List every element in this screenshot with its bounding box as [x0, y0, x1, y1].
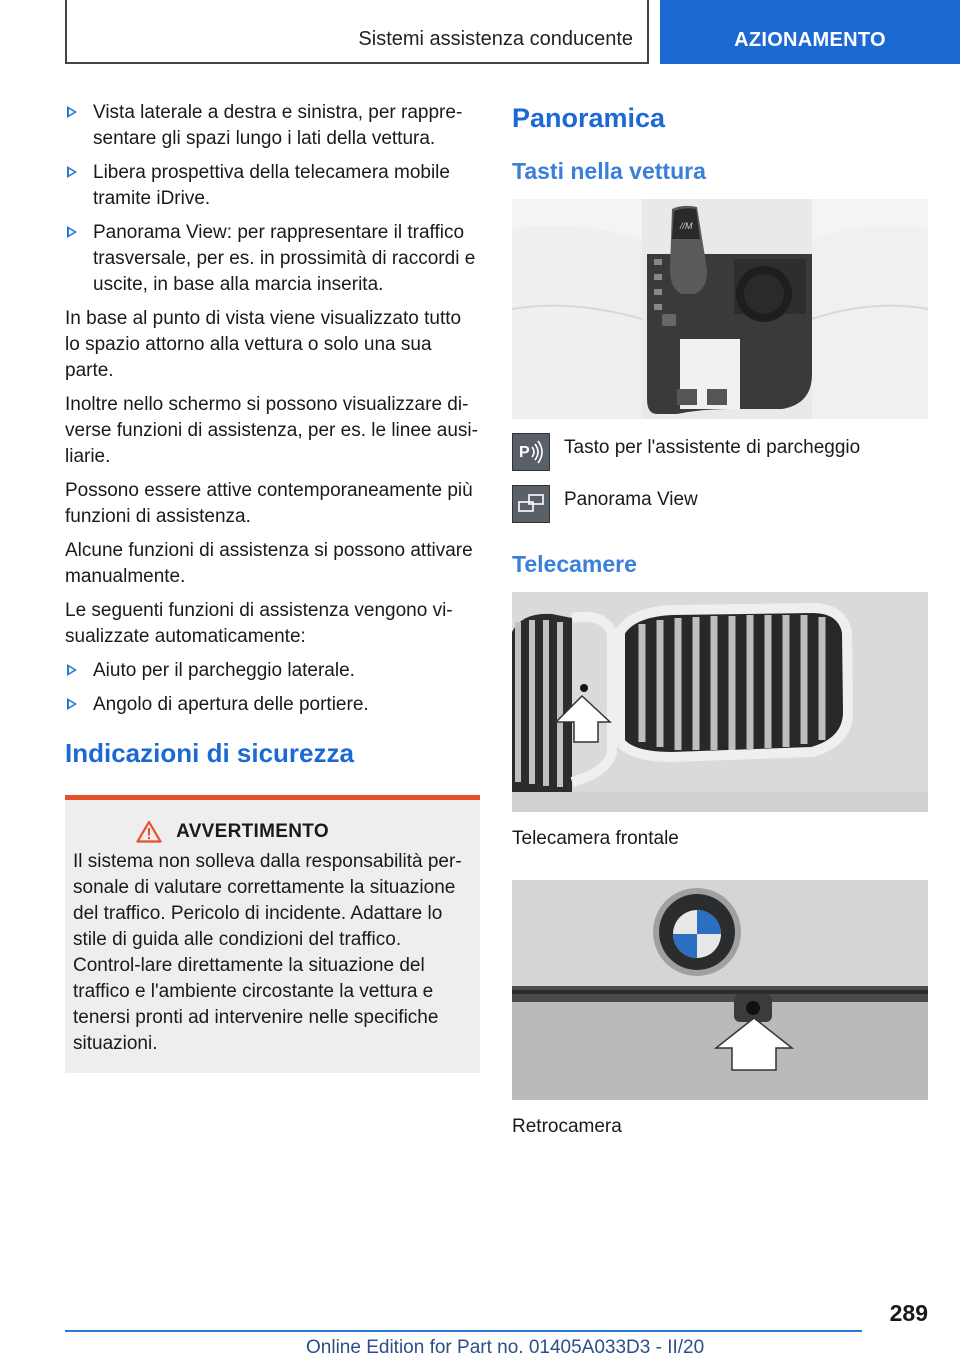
- triangle-bullet-icon: [67, 106, 77, 118]
- list-item: Libera prospettiva della telecamera mobile tramite iDrive.: [65, 160, 480, 212]
- list-item: Panorama View: per rappresentare il traffico trasversale, per es. in prossimità di raccordi e uscite, in base alla marcia inserita.: [65, 220, 480, 298]
- bullet-list-auto-functions: [65, 658, 480, 718]
- header-section-title: Sistemi assistenza conducente: [358, 28, 633, 50]
- footer-divider: [65, 1330, 862, 1332]
- parking-assistant-icon: [512, 433, 550, 471]
- panorama-view-icon: [512, 485, 550, 523]
- cameras-heading: Telecamere: [512, 551, 637, 577]
- triangle-bullet-icon: [67, 664, 77, 676]
- overview-heading: Panoramica: [512, 103, 666, 133]
- legend-row-parking: [512, 433, 928, 471]
- header-chapter-tab[interactable]: [660, 0, 960, 64]
- footer-edition: Online Edition for Part no. 01405A033D3 - II/20: [306, 1337, 705, 1358]
- list-item: Vista laterale a destra e sinistra, per rappre-sentare gli spazi lungo i lati della vettura.: [65, 100, 480, 152]
- warning-header: [73, 820, 472, 843]
- right-column: [512, 100, 928, 1168]
- svg-text://M: //M: [680, 221, 693, 231]
- paragraph: Possono essere attive contemporaneamente più funzioni di assistenza.: [65, 480, 473, 527]
- triangle-bullet-icon: [67, 226, 77, 238]
- list-item: Angolo di apertura delle portiere.: [65, 692, 480, 718]
- warning-title: AVVERTIMENTO: [176, 820, 329, 842]
- page-number: 289: [889, 1300, 928, 1326]
- triangle-bullet-icon: [67, 698, 77, 710]
- left-column: [65, 100, 480, 1073]
- buttons-heading: Tasti nella vettura: [512, 158, 706, 184]
- legend-text: Panorama View: [564, 489, 698, 510]
- rear-camera-caption: Retrocamera: [512, 1116, 622, 1137]
- paragraph: In base al punto di vista viene visualizzato tutto lo spazio attorno alla vettura o solo una sua parte.: [65, 308, 462, 381]
- paragraph: Inoltre nello schermo si possono visualizzare di-verse funzioni di assistenza, per es. le linee ausi-liarie.: [65, 394, 478, 467]
- front-camera-photo: [512, 592, 928, 812]
- list-item: Aiuto per il parcheggio laterale.: [65, 658, 480, 684]
- legend-text: Tasto per l'assistente di parcheggio: [564, 437, 861, 458]
- warning-triangle-icon: [136, 820, 162, 843]
- rear-camera-photo: [512, 880, 928, 1100]
- warning-text: Il sistema non solleva dalla responsabilità per-sonale di valutare correttamente la situazione del traffico. Pericolo di incidente. Adattare lo stile di guida alle condizioni del traffico. Control-lare direttamente la situazione del traffico e l'ambiente circostante la vettura e tenersi pronti ad intervenire nelle specifiche situazioni.: [73, 851, 462, 1054]
- front-camera-caption: Telecamera frontale: [512, 828, 679, 849]
- header-chapter-label: AZIONAMENTO: [734, 29, 886, 51]
- svg-text:P: P: [519, 444, 530, 461]
- warning-box: [65, 795, 480, 1073]
- safety-heading: Indicazioni di sicurezza: [65, 738, 354, 768]
- paragraph: Alcune funzioni di assistenza si possono attivare manualmente.: [65, 540, 473, 587]
- center-console-photo: [512, 199, 928, 419]
- header-section-box: [65, 0, 649, 64]
- paragraph: Le seguenti funzioni di assistenza vengono vi-sualizzate automaticamente:: [65, 600, 453, 647]
- triangle-bullet-icon: [67, 166, 77, 178]
- bullet-list-views: [65, 100, 480, 298]
- legend-row-panorama: [512, 485, 928, 523]
